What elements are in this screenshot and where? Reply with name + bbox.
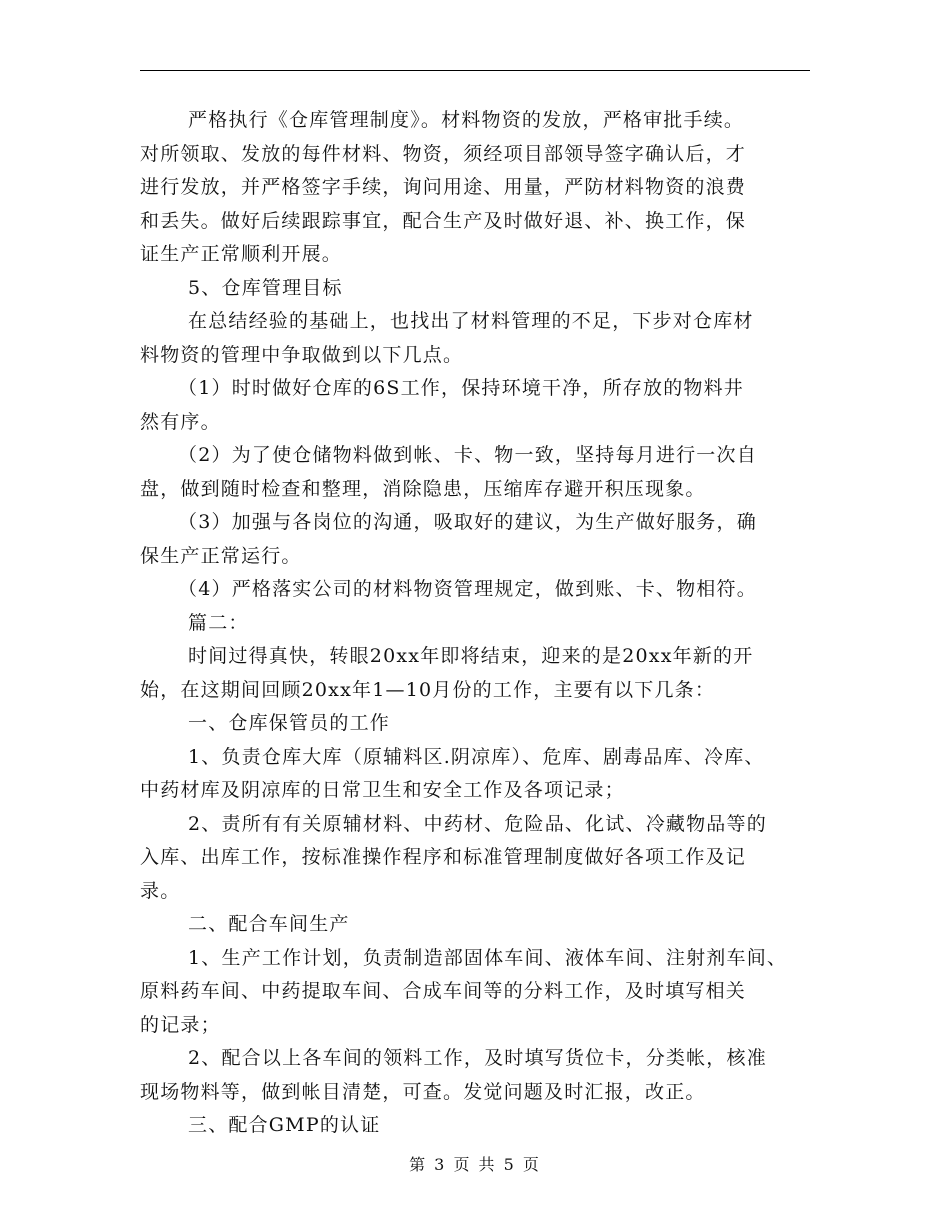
section-heading: 二、配合车间生产 — [188, 913, 350, 935]
list-item: （4）严格落实公司的材料物资管理规定，做到账、卡、物相符。 — [178, 578, 757, 600]
list-item: （1）时时做好仓库的6S工作，保持环境干净，所存放的物料井 — [178, 377, 744, 399]
page-number: 第 3 页 共 5 页 — [409, 1155, 541, 1174]
document-body — [140, 104, 820, 1143]
text-line: 的记录； — [140, 1013, 221, 1036]
text-line: 盘，做到随时检查和整理，消除隐患，压缩库存避开积压现象。 — [140, 477, 706, 500]
header-rule — [140, 70, 810, 71]
text-line: 证生产正常顺利开展。 — [140, 243, 343, 265]
text-line: 进行发放，并严格签字手续，询问用途、用量，严防材料物资的浪费 — [140, 176, 747, 198]
section-heading: 一、仓库保管员的工作 — [188, 712, 391, 734]
text-line: 严格执行《仓库管理制度》。材料物资的发放，严格审批手续。 — [188, 109, 745, 131]
text-line: 和丢失。做好后续跟踪事宜，配合生产及时做好退、补、换工作，保 — [140, 209, 747, 232]
text-line: 现场物料等，做到帐目清楚，可查。发觉问题及时汇报，改正。 — [140, 1080, 706, 1103]
text-line: 录。 — [140, 879, 181, 902]
text-line: 1、负责仓库大库（原辅料区.阴凉库）、危库、剧毒品库、冷库、 — [188, 745, 765, 768]
text-line: 对所领取、发放的每件材料、物资，须经项目部领导签字确认后，才 — [140, 142, 747, 165]
text-line: 然有序。 — [140, 410, 221, 433]
text-line: 2、配合以上各车间的领料工作，及时填写货位卡，分类帐，核准 — [188, 1047, 767, 1069]
text-line: 1、生产工作计划，负责制造部固体车间、液体车间、注射剂车间、 — [188, 946, 788, 969]
text-line: 保生产正常运行。 — [140, 544, 302, 567]
text-line: 原料药车间、中药提取车间、合成车间等的分料工作，及时填写相关 — [140, 980, 747, 1002]
list-item: （2）为了使仓储物料做到帐、卡、物一致，坚持每月进行一次自 — [178, 444, 757, 466]
section-heading: 篇二： — [188, 611, 249, 634]
text-line: 入库、出库工作，按标准操作程序和标准管理制度做好各项工作及记 — [140, 846, 747, 868]
text-line: 时间过得真快，转眼20xx年即将结束，迎来的是20xx年新的开 — [188, 645, 754, 667]
section-heading: 三、配合GMP的认证 — [188, 1114, 381, 1136]
list-item: （3）加强与各岗位的沟通，吸取好的建议，为生产做好服务，确 — [178, 511, 757, 533]
text-line: 始，在这期间回顾20xx年1—10月份的工作，主要有以下几条： — [140, 678, 716, 701]
section-heading: 5、仓库管理目标 — [188, 276, 343, 299]
text-line: 在总结经验的基础上，也找出了材料管理的不足，下步对仓库材 — [188, 310, 754, 332]
text-line: 2、责所有有关原辅材料、中药材、危险品、化试、冷藏物品等的 — [188, 812, 767, 835]
text-line: 料物资的管理中争取做到以下几点。 — [140, 343, 464, 366]
text-line: 中药材库及阴凉库的日常卫生和安全工作及各项记录； — [140, 779, 625, 801]
